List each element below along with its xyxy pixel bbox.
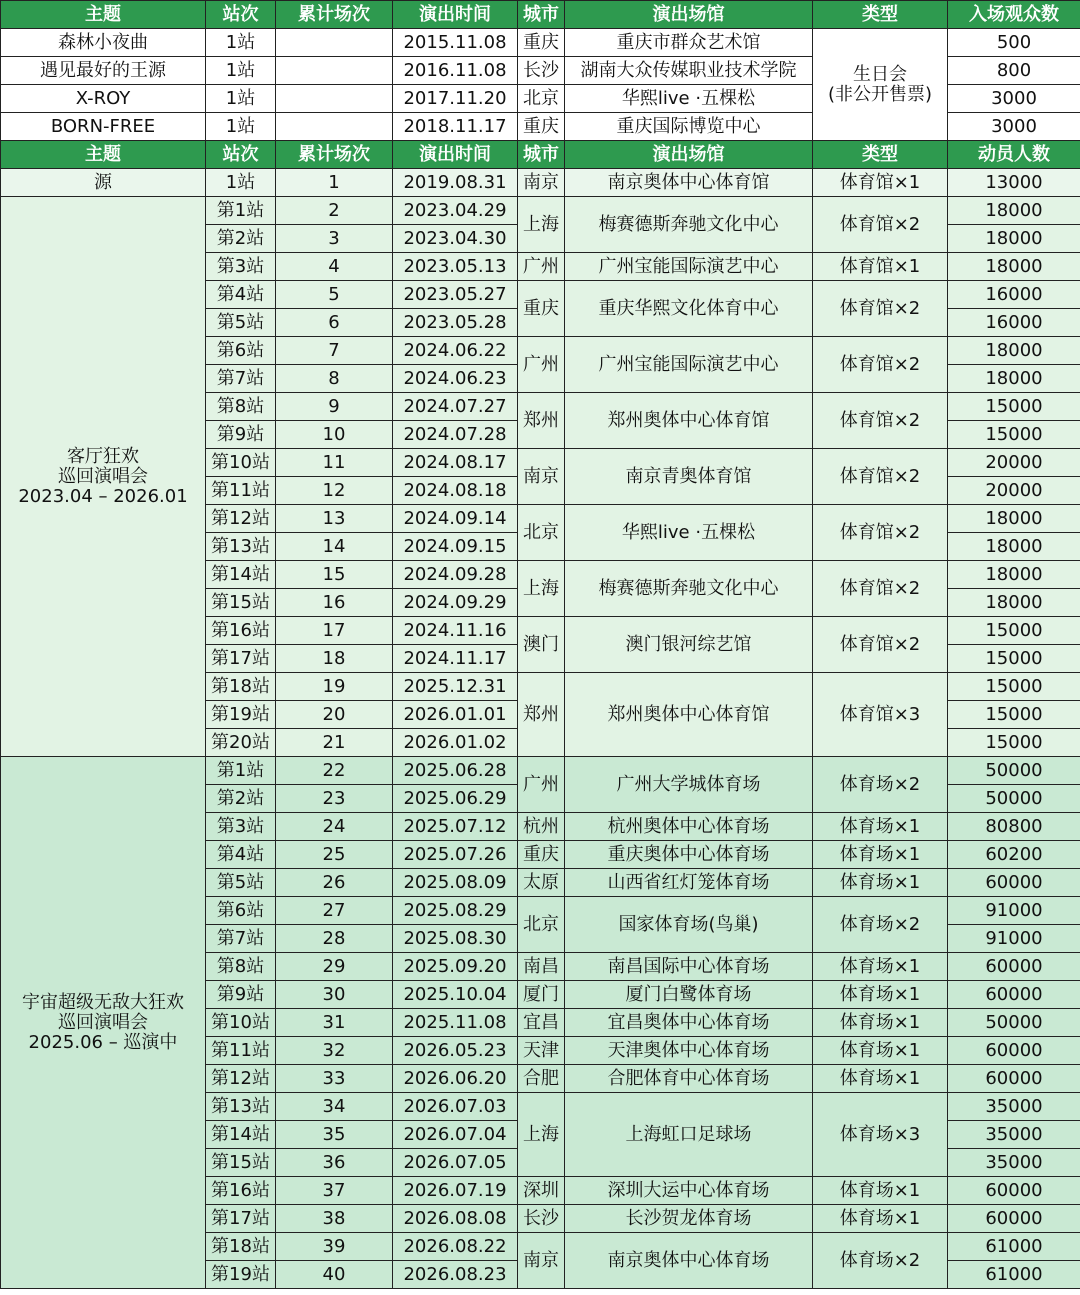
- date-cell: 2025.06.29: [393, 785, 518, 813]
- count-cell: 20000: [948, 477, 1080, 505]
- date-cell: 2026.08.08: [393, 1205, 518, 1233]
- cumulative-cell: 27: [276, 897, 393, 925]
- station-cell: 第2站: [206, 225, 276, 253]
- city-cell: 南京: [518, 169, 565, 197]
- date-cell: 2024.09.29: [393, 589, 518, 617]
- station-cell: 第11站: [206, 1037, 276, 1065]
- date-cell: 2025.08.09: [393, 869, 518, 897]
- table-row: [1, 29, 1080, 57]
- station-cell: 第3站: [206, 813, 276, 841]
- cumulative-cell: 26: [276, 869, 393, 897]
- station-cell: 第9站: [206, 981, 276, 1009]
- column-header: 城市: [518, 141, 565, 169]
- count-cell: 18000: [948, 337, 1080, 365]
- date-cell: 2025.08.30: [393, 925, 518, 953]
- column-header: 累计场次: [276, 141, 393, 169]
- column-header: 入场观众数: [948, 1, 1080, 29]
- date-cell: 2026.08.23: [393, 1261, 518, 1289]
- cumulative-cell: [276, 85, 393, 113]
- type-cell: 体育场×1: [813, 1177, 948, 1205]
- station-cell: 第9站: [206, 421, 276, 449]
- station-cell: 第8站: [206, 953, 276, 981]
- type-cell: 体育场×1: [813, 813, 948, 841]
- city-cell: 重庆: [518, 841, 565, 869]
- count-cell: 13000: [948, 169, 1080, 197]
- date-cell: 2024.09.14: [393, 505, 518, 533]
- column-header: 城市: [518, 1, 565, 29]
- date-cell: 2025.08.29: [393, 897, 518, 925]
- date-cell: 2024.07.27: [393, 393, 518, 421]
- date-cell: 2024.08.17: [393, 449, 518, 477]
- type-cell: 体育场×2: [813, 1233, 948, 1289]
- count-cell: 15000: [948, 701, 1080, 729]
- type-cell: 体育馆×1: [813, 253, 948, 281]
- type-cell: 体育馆×2: [813, 281, 948, 337]
- count-cell: 60200: [948, 841, 1080, 869]
- date-cell: 2025.07.12: [393, 813, 518, 841]
- column-header: 演出场馆: [565, 141, 813, 169]
- city-cell: 南京: [518, 1233, 565, 1289]
- audience-cell: 800: [948, 57, 1080, 85]
- station-cell: 第7站: [206, 925, 276, 953]
- cumulative-cell: 29: [276, 953, 393, 981]
- venue-cell: 南京奥体中心体育馆: [565, 169, 813, 197]
- cumulative-cell: 2: [276, 197, 393, 225]
- type-cell: 体育场×1: [813, 1009, 948, 1037]
- station-cell: 1站: [206, 169, 276, 197]
- date-cell: 2025.07.26: [393, 841, 518, 869]
- count-cell: 61000: [948, 1233, 1080, 1261]
- city-cell: 北京: [518, 85, 565, 113]
- date-cell: 2025.11.08: [393, 1009, 518, 1037]
- date-cell: 2023.05.27: [393, 281, 518, 309]
- station-cell: 第18站: [206, 1233, 276, 1261]
- station-cell: 第2站: [206, 785, 276, 813]
- table-row: [1, 197, 1080, 225]
- date-cell: 2026.07.03: [393, 1093, 518, 1121]
- count-cell: 91000: [948, 897, 1080, 925]
- type-cell: 体育馆×2: [813, 393, 948, 449]
- station-cell: 第8站: [206, 393, 276, 421]
- cumulative-cell: 11: [276, 449, 393, 477]
- station-cell: 1站: [206, 113, 276, 141]
- station-cell: 第14站: [206, 561, 276, 589]
- venue-cell: 南京青奥体育馆: [565, 449, 813, 505]
- venue-cell: 郑州奥体中心体育馆: [565, 393, 813, 449]
- station-cell: 第17站: [206, 1205, 276, 1233]
- station-cell: 第7站: [206, 365, 276, 393]
- cumulative-cell: 31: [276, 1009, 393, 1037]
- count-cell: 18000: [948, 589, 1080, 617]
- count-cell: 61000: [948, 1261, 1080, 1289]
- cumulative-cell: 5: [276, 281, 393, 309]
- station-cell: 第13站: [206, 1093, 276, 1121]
- type-cell: 体育馆×2: [813, 617, 948, 673]
- cumulative-cell: 17: [276, 617, 393, 645]
- cumulative-cell: 32: [276, 1037, 393, 1065]
- city-cell: 合肥: [518, 1065, 565, 1093]
- venue-cell: 华熙live ·五棵松: [565, 85, 813, 113]
- date-cell: 2015.11.08: [393, 29, 518, 57]
- count-cell: 50000: [948, 1009, 1080, 1037]
- column-header: 累计场次: [276, 1, 393, 29]
- city-cell: 长沙: [518, 57, 565, 85]
- count-cell: 60000: [948, 1037, 1080, 1065]
- date-cell: 2026.05.23: [393, 1037, 518, 1065]
- cumulative-cell: 24: [276, 813, 393, 841]
- venue-cell: 天津奥体中心体育场: [565, 1037, 813, 1065]
- venue-cell: 澳门银河综艺馆: [565, 617, 813, 673]
- venue-cell: 上海虹口足球场: [565, 1093, 813, 1177]
- date-cell: 2026.06.20: [393, 1065, 518, 1093]
- date-cell: 2024.07.28: [393, 421, 518, 449]
- cumulative-cell: 22: [276, 757, 393, 785]
- cumulative-cell: 21: [276, 729, 393, 757]
- cumulative-cell: 33: [276, 1065, 393, 1093]
- date-cell: 2016.11.08: [393, 57, 518, 85]
- venue-cell: 广州宝能国际演艺中心: [565, 337, 813, 393]
- date-cell: 2025.12.31: [393, 673, 518, 701]
- cumulative-cell: 18: [276, 645, 393, 673]
- theme-cell: 森林小夜曲: [1, 29, 206, 57]
- count-cell: 15000: [948, 673, 1080, 701]
- cumulative-cell: 6: [276, 309, 393, 337]
- cumulative-cell: 9: [276, 393, 393, 421]
- city-cell: 天津: [518, 1037, 565, 1065]
- date-cell: 2023.04.30: [393, 225, 518, 253]
- count-cell: 20000: [948, 449, 1080, 477]
- audience-cell: 3000: [948, 113, 1080, 141]
- audience-cell: 500: [948, 29, 1080, 57]
- count-cell: 18000: [948, 225, 1080, 253]
- type-cell: 体育馆×2: [813, 561, 948, 617]
- station-cell: 第12站: [206, 505, 276, 533]
- table-header-row: [1, 141, 1080, 169]
- station-cell: 第11站: [206, 477, 276, 505]
- cumulative-cell: 23: [276, 785, 393, 813]
- station-cell: 第5站: [206, 869, 276, 897]
- city-cell: 广州: [518, 253, 565, 281]
- date-cell: 2019.08.31: [393, 169, 518, 197]
- venue-cell: 深圳大运中心体育场: [565, 1177, 813, 1205]
- count-cell: 15000: [948, 421, 1080, 449]
- venue-cell: 郑州奥体中心体育馆: [565, 673, 813, 757]
- city-cell: 重庆: [518, 29, 565, 57]
- station-cell: 第19站: [206, 1261, 276, 1289]
- date-cell: 2024.11.16: [393, 617, 518, 645]
- theme-cell: X-ROY: [1, 85, 206, 113]
- station-cell: 1站: [206, 57, 276, 85]
- table-header-row: [1, 1, 1080, 29]
- station-cell: 第15站: [206, 589, 276, 617]
- station-cell: 第14站: [206, 1121, 276, 1149]
- cumulative-cell: 36: [276, 1149, 393, 1177]
- cumulative-cell: 15: [276, 561, 393, 589]
- type-cell: 体育场×1: [813, 869, 948, 897]
- count-cell: 50000: [948, 757, 1080, 785]
- type-cell: 体育馆×2: [813, 197, 948, 253]
- date-cell: 2025.06.28: [393, 757, 518, 785]
- cumulative-cell: 28: [276, 925, 393, 953]
- count-cell: 15000: [948, 393, 1080, 421]
- table-row: [1, 757, 1080, 785]
- count-cell: 15000: [948, 617, 1080, 645]
- column-header: 站次: [206, 141, 276, 169]
- city-cell: 北京: [518, 897, 565, 953]
- theme-cell: 宇宙超级无敌大狂欢 巡回演唱会 2025.06 – 巡演中: [1, 757, 206, 1289]
- station-cell: 1站: [206, 29, 276, 57]
- date-cell: 2026.01.02: [393, 729, 518, 757]
- count-cell: 35000: [948, 1093, 1080, 1121]
- station-cell: 第17站: [206, 645, 276, 673]
- station-cell: 第16站: [206, 617, 276, 645]
- cumulative-cell: 12: [276, 477, 393, 505]
- venue-cell: 合肥体育中心体育场: [565, 1065, 813, 1093]
- theme-cell: 遇见最好的王源: [1, 57, 206, 85]
- type-cell: 体育馆×1: [813, 169, 948, 197]
- cumulative-cell: 40: [276, 1261, 393, 1289]
- venue-cell: 湖南大众传媒职业技术学院: [565, 57, 813, 85]
- theme-cell: 客厅狂欢 巡回演唱会 2023.04 – 2026.01: [1, 197, 206, 757]
- column-header: 演出时间: [393, 141, 518, 169]
- venue-cell: 广州宝能国际演艺中心: [565, 253, 813, 281]
- station-cell: 第10站: [206, 449, 276, 477]
- date-cell: 2026.07.04: [393, 1121, 518, 1149]
- venue-cell: 宜昌奥体中心体育场: [565, 1009, 813, 1037]
- theme-cell: 源: [1, 169, 206, 197]
- type-cell: 体育馆×2: [813, 337, 948, 393]
- table-row: [1, 169, 1080, 197]
- count-cell: 18000: [948, 365, 1080, 393]
- cumulative-cell: 8: [276, 365, 393, 393]
- station-cell: 第1站: [206, 757, 276, 785]
- column-header: 主题: [1, 1, 206, 29]
- cumulative-cell: [276, 57, 393, 85]
- city-cell: 广州: [518, 337, 565, 393]
- venue-cell: 厦门白鹭体育场: [565, 981, 813, 1009]
- theme-cell: BORN-FREE: [1, 113, 206, 141]
- type-cell: 体育场×3: [813, 1093, 948, 1177]
- count-cell: 91000: [948, 925, 1080, 953]
- count-cell: 60000: [948, 1177, 1080, 1205]
- venue-cell: 南京奥体中心体育场: [565, 1233, 813, 1289]
- station-cell: 第15站: [206, 1149, 276, 1177]
- venue-cell: 华熙live ·五棵松: [565, 505, 813, 561]
- venue-cell: 杭州奥体中心体育场: [565, 813, 813, 841]
- type-cell: 体育馆×2: [813, 505, 948, 561]
- venue-cell: 广州大学城体育场: [565, 757, 813, 813]
- date-cell: 2026.08.22: [393, 1233, 518, 1261]
- count-cell: 16000: [948, 309, 1080, 337]
- date-cell: 2023.04.29: [393, 197, 518, 225]
- column-header: 类型: [813, 141, 948, 169]
- count-cell: 50000: [948, 785, 1080, 813]
- station-cell: 第6站: [206, 897, 276, 925]
- date-cell: 2018.11.17: [393, 113, 518, 141]
- date-cell: 2024.06.23: [393, 365, 518, 393]
- city-cell: 深圳: [518, 1177, 565, 1205]
- type-cell: 体育场×1: [813, 1205, 948, 1233]
- cumulative-cell: 30: [276, 981, 393, 1009]
- city-cell: 南昌: [518, 953, 565, 981]
- station-cell: 1站: [206, 85, 276, 113]
- venue-cell: 长沙贺龙体育场: [565, 1205, 813, 1233]
- count-cell: 18000: [948, 505, 1080, 533]
- cumulative-cell: 38: [276, 1205, 393, 1233]
- type-cell: 体育场×1: [813, 1037, 948, 1065]
- station-cell: 第12站: [206, 1065, 276, 1093]
- count-cell: 18000: [948, 533, 1080, 561]
- count-cell: 15000: [948, 729, 1080, 757]
- city-cell: 重庆: [518, 113, 565, 141]
- type-cell: 体育场×1: [813, 1065, 948, 1093]
- city-cell: 广州: [518, 757, 565, 813]
- station-cell: 第10站: [206, 1009, 276, 1037]
- station-cell: 第18站: [206, 673, 276, 701]
- count-cell: 18000: [948, 197, 1080, 225]
- station-cell: 第4站: [206, 281, 276, 309]
- cumulative-cell: 13: [276, 505, 393, 533]
- type-cell: 生日会 (非公开售票): [813, 29, 948, 141]
- cumulative-cell: 3: [276, 225, 393, 253]
- cumulative-cell: [276, 113, 393, 141]
- venue-cell: 重庆国际博览中心: [565, 113, 813, 141]
- city-cell: 郑州: [518, 673, 565, 757]
- count-cell: 18000: [948, 253, 1080, 281]
- count-cell: 60000: [948, 981, 1080, 1009]
- cumulative-cell: [276, 29, 393, 57]
- date-cell: 2023.05.28: [393, 309, 518, 337]
- date-cell: 2024.09.28: [393, 561, 518, 589]
- venue-cell: 梅赛德斯奔驰文化中心: [565, 197, 813, 253]
- venue-cell: 山西省红灯笼体育场: [565, 869, 813, 897]
- count-cell: 60000: [948, 1065, 1080, 1093]
- count-cell: 60000: [948, 1205, 1080, 1233]
- cumulative-cell: 35: [276, 1121, 393, 1149]
- cumulative-cell: 25: [276, 841, 393, 869]
- cumulative-cell: 4: [276, 253, 393, 281]
- venue-cell: 重庆奥体中心体育场: [565, 841, 813, 869]
- station-cell: 第1站: [206, 197, 276, 225]
- column-header: 类型: [813, 1, 948, 29]
- count-cell: 15000: [948, 645, 1080, 673]
- date-cell: 2026.07.19: [393, 1177, 518, 1205]
- cumulative-cell: 14: [276, 533, 393, 561]
- count-cell: 60000: [948, 953, 1080, 981]
- date-cell: 2023.05.13: [393, 253, 518, 281]
- count-cell: 35000: [948, 1149, 1080, 1177]
- cumulative-cell: 19: [276, 673, 393, 701]
- venue-cell: 重庆市群众艺术馆: [565, 29, 813, 57]
- cumulative-cell: 20: [276, 701, 393, 729]
- audience-cell: 3000: [948, 85, 1080, 113]
- date-cell: 2024.09.15: [393, 533, 518, 561]
- station-cell: 第13站: [206, 533, 276, 561]
- column-header: 主题: [1, 141, 206, 169]
- date-cell: 2024.06.22: [393, 337, 518, 365]
- station-cell: 第6站: [206, 337, 276, 365]
- city-cell: 长沙: [518, 1205, 565, 1233]
- column-header: 站次: [206, 1, 276, 29]
- city-cell: 杭州: [518, 813, 565, 841]
- type-cell: 体育场×1: [813, 981, 948, 1009]
- column-header: 动员人数: [948, 141, 1080, 169]
- count-cell: 16000: [948, 281, 1080, 309]
- station-cell: 第5站: [206, 309, 276, 337]
- date-cell: 2025.09.20: [393, 953, 518, 981]
- column-header: 演出时间: [393, 1, 518, 29]
- count-cell: 35000: [948, 1121, 1080, 1149]
- type-cell: 体育场×1: [813, 953, 948, 981]
- venue-cell: 重庆华熙文化体育中心: [565, 281, 813, 337]
- date-cell: 2017.11.20: [393, 85, 518, 113]
- type-cell: 体育馆×3: [813, 673, 948, 757]
- cumulative-cell: 39: [276, 1233, 393, 1261]
- venue-cell: 国家体育场(鸟巢): [565, 897, 813, 953]
- cumulative-cell: 37: [276, 1177, 393, 1205]
- city-cell: 厦门: [518, 981, 565, 1009]
- date-cell: 2026.07.05: [393, 1149, 518, 1177]
- city-cell: 上海: [518, 561, 565, 617]
- city-cell: 上海: [518, 197, 565, 253]
- station-cell: 第3站: [206, 253, 276, 281]
- type-cell: 体育馆×2: [813, 449, 948, 505]
- city-cell: 太原: [518, 869, 565, 897]
- city-cell: 郑州: [518, 393, 565, 449]
- date-cell: 2025.10.04: [393, 981, 518, 1009]
- cumulative-cell: 10: [276, 421, 393, 449]
- cumulative-cell: 7: [276, 337, 393, 365]
- cumulative-cell: 16: [276, 589, 393, 617]
- station-cell: 第19站: [206, 701, 276, 729]
- count-cell: 18000: [948, 561, 1080, 589]
- type-cell: 体育场×2: [813, 897, 948, 953]
- city-cell: 上海: [518, 1093, 565, 1177]
- city-cell: 重庆: [518, 281, 565, 337]
- city-cell: 北京: [518, 505, 565, 561]
- count-cell: 80800: [948, 813, 1080, 841]
- city-cell: 南京: [518, 449, 565, 505]
- city-cell: 宜昌: [518, 1009, 565, 1037]
- station-cell: 第20站: [206, 729, 276, 757]
- station-cell: 第16站: [206, 1177, 276, 1205]
- venue-cell: 梅赛德斯奔驰文化中心: [565, 561, 813, 617]
- date-cell: 2024.11.17: [393, 645, 518, 673]
- date-cell: 2024.08.18: [393, 477, 518, 505]
- column-header: 演出场馆: [565, 1, 813, 29]
- venue-cell: 南昌国际中心体育场: [565, 953, 813, 981]
- cumulative-cell: 1: [276, 169, 393, 197]
- date-cell: 2026.01.01: [393, 701, 518, 729]
- count-cell: 60000: [948, 869, 1080, 897]
- cumulative-cell: 34: [276, 1093, 393, 1121]
- type-cell: 体育场×2: [813, 757, 948, 813]
- station-cell: 第4站: [206, 841, 276, 869]
- city-cell: 澳门: [518, 617, 565, 673]
- type-cell: 体育场×1: [813, 841, 948, 869]
